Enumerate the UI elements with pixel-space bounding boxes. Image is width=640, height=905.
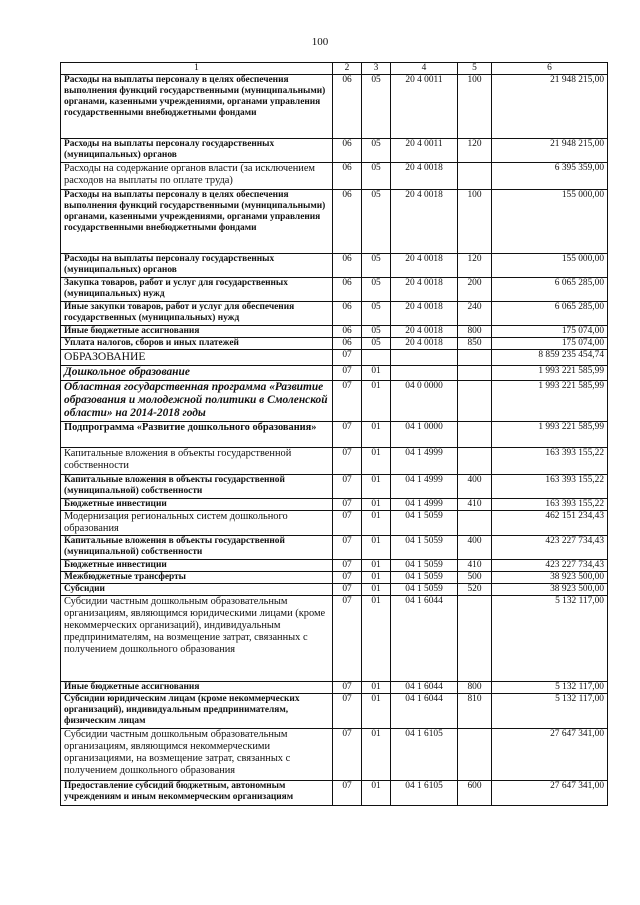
- row-expense-type: 410: [458, 499, 492, 511]
- row-expense-type: 600: [458, 781, 492, 806]
- header-col-5: 5: [458, 63, 492, 75]
- row-subsection-code: 05: [362, 278, 391, 302]
- row-target-code: 04 1 5059: [391, 584, 458, 596]
- row-expense-type: [458, 448, 492, 475]
- row-expense-type: 100: [458, 190, 492, 254]
- row-name: Субсидии частным дошкольным образовательным организациям, являющимся юридическими лицами (кроме некоммерческих организаций), индивидуальным предпринимателям, на возмещение затрат, связанных с получением дошкольного образования: [61, 596, 333, 682]
- row-expense-type: 120: [458, 254, 492, 278]
- row-name: Иные закупки товаров, работ и услуг для обеспечения государственных (муниципальных) нужд: [61, 302, 333, 326]
- row-subsection-code: 01: [362, 475, 391, 499]
- row-amount: 21 948 215,00: [492, 139, 608, 163]
- row-target-code: 20 4 0011: [391, 75, 458, 139]
- row-section-code: 07: [333, 511, 362, 536]
- row-target-code: 04 1 5059: [391, 572, 458, 584]
- row-subsection-code: 01: [362, 536, 391, 560]
- row-target-code: 04 0 0000: [391, 381, 458, 422]
- row-subsection-code: 01: [362, 366, 391, 381]
- row-section-code: 07: [333, 572, 362, 584]
- row-amount: 21 948 215,00: [492, 75, 608, 139]
- row-section-code: 06: [333, 338, 362, 350]
- row-subsection-code: 01: [362, 596, 391, 682]
- row-section-code: 07: [333, 381, 362, 422]
- header-col-4: 4: [391, 63, 458, 75]
- row-section-code: 06: [333, 163, 362, 190]
- row-section-code: 06: [333, 326, 362, 338]
- row-name: Капитальные вложения в объекты государственной собственности: [61, 448, 333, 475]
- row-amount: 1 993 221 585,99: [492, 381, 608, 422]
- row-section-code: 07: [333, 560, 362, 572]
- row-expense-type: 200: [458, 278, 492, 302]
- row-expense-type: 800: [458, 682, 492, 694]
- table-header-row: [61, 63, 608, 75]
- table-row: [61, 75, 608, 139]
- table-row: [61, 422, 608, 448]
- row-amount: 423 227 734,43: [492, 536, 608, 560]
- row-section-code: 06: [333, 139, 362, 163]
- row-amount: 462 151 234,43: [492, 511, 608, 536]
- header-col-1: 1: [61, 63, 333, 75]
- table-row: [61, 338, 608, 350]
- row-section-code: 07: [333, 682, 362, 694]
- table-row: [61, 511, 608, 536]
- row-target-code: [391, 350, 458, 366]
- table-row: [61, 139, 608, 163]
- row-target-code: 20 4 0018: [391, 302, 458, 326]
- row-amount: 8 859 235 454,74: [492, 350, 608, 366]
- row-amount: 155 000,00: [492, 254, 608, 278]
- row-name: Расходы на выплаты персоналу государственных (муниципальных) органов: [61, 254, 333, 278]
- budget-table: [60, 62, 608, 806]
- table-row: [61, 381, 608, 422]
- page-number: 100: [311, 36, 329, 48]
- row-name: Иные бюджетные ассигнования: [61, 682, 333, 694]
- row-subsection-code: 05: [362, 75, 391, 139]
- row-amount: 163 393 155,22: [492, 475, 608, 499]
- row-name: Подпрограмма «Развитие дошкольного образования»: [61, 422, 333, 448]
- row-name: Межбюджетные трансферты: [61, 572, 333, 584]
- table-row: [61, 278, 608, 302]
- row-expense-type: [458, 422, 492, 448]
- row-target-code: 04 1 0000: [391, 422, 458, 448]
- row-name: Субсидии частным дошкольным образовательным организациям, являющимся некоммерческими организациями, на возмещение затрат, связанных с получением дошкольного образования: [61, 729, 333, 781]
- table-row: [61, 254, 608, 278]
- row-target-code: 20 4 0018: [391, 326, 458, 338]
- row-name: Расходы на выплаты персоналу в целях обеспечения выполнения функций государственными (муниципальными) органами, казенными учреждениями, органами управления государственными внебюджетными фондами: [61, 75, 333, 139]
- row-section-code: 06: [333, 254, 362, 278]
- row-expense-type: [458, 381, 492, 422]
- row-target-code: 04 1 6044: [391, 596, 458, 682]
- row-target-code: 04 1 6105: [391, 729, 458, 781]
- row-name: Субсидии юридическим лицам (кроме некоммерческих организаций), индивидуальным предпринимателям, физическим лицам: [61, 694, 333, 729]
- row-expense-type: [458, 350, 492, 366]
- row-amount: 6 065 285,00: [492, 302, 608, 326]
- row-name: Иные бюджетные ассигнования: [61, 326, 333, 338]
- row-subsection-code: 01: [362, 682, 391, 694]
- row-subsection-code: 01: [362, 584, 391, 596]
- row-subsection-code: 01: [362, 694, 391, 729]
- row-section-code: 07: [333, 584, 362, 596]
- row-name: Капитальные вложения в объекты государственной (муниципальной) собственности: [61, 536, 333, 560]
- row-name: Бюджетные инвестиции: [61, 499, 333, 511]
- row-amount: 27 647 341,00: [492, 781, 608, 806]
- row-expense-type: 240: [458, 302, 492, 326]
- row-name: ОБРАЗОВАНИЕ: [61, 350, 333, 366]
- row-amount: 5 132 117,00: [492, 682, 608, 694]
- table-row: [61, 350, 608, 366]
- row-amount: 163 393 155,22: [492, 499, 608, 511]
- row-name: Закупка товаров, работ и услуг для государственных (муниципальных) нужд: [61, 278, 333, 302]
- row-section-code: 06: [333, 75, 362, 139]
- row-name: Расходы на содержание органов власти (за исключением расходов на выплаты по оплате труда): [61, 163, 333, 190]
- row-target-code: 20 4 0011: [391, 139, 458, 163]
- row-subsection-code: 05: [362, 139, 391, 163]
- row-subsection-code: 01: [362, 448, 391, 475]
- table-row: [61, 302, 608, 326]
- table-row: [61, 366, 608, 381]
- row-expense-type: 410: [458, 560, 492, 572]
- header-col-3: 3: [362, 63, 391, 75]
- row-subsection-code: 05: [362, 190, 391, 254]
- table-row: [61, 596, 608, 682]
- table-row: [61, 560, 608, 572]
- row-target-code: 04 1 6044: [391, 694, 458, 729]
- budget-table-body: [61, 63, 608, 806]
- row-amount: 175 074,00: [492, 326, 608, 338]
- row-target-code: 20 4 0018: [391, 278, 458, 302]
- row-expense-type: 120: [458, 139, 492, 163]
- row-section-code: 06: [333, 190, 362, 254]
- table-row: [61, 475, 608, 499]
- table-row: [61, 326, 608, 338]
- row-target-code: 04 1 5059: [391, 560, 458, 572]
- row-expense-type: [458, 596, 492, 682]
- table-row: [61, 448, 608, 475]
- table-row: [61, 163, 608, 190]
- row-expense-type: 800: [458, 326, 492, 338]
- row-name: Модернизация региональных систем дошкольного образования: [61, 511, 333, 536]
- table-row: [61, 694, 608, 729]
- row-expense-type: [458, 163, 492, 190]
- table-row: [61, 190, 608, 254]
- table-row: [61, 729, 608, 781]
- table-row: [61, 536, 608, 560]
- row-expense-type: 400: [458, 536, 492, 560]
- row-amount: 6 395 359,00: [492, 163, 608, 190]
- row-section-code: 07: [333, 475, 362, 499]
- row-section-code: 06: [333, 302, 362, 326]
- row-expense-type: 810: [458, 694, 492, 729]
- row-name: Областная государственная программа «Развитие образования и молодежной политики в Смоленской области» на 2014-2018 годы: [61, 381, 333, 422]
- row-expense-type: 520: [458, 584, 492, 596]
- row-section-code: 07: [333, 422, 362, 448]
- row-target-code: 20 4 0018: [391, 254, 458, 278]
- row-target-code: 04 1 5059: [391, 511, 458, 536]
- row-target-code: 04 1 4999: [391, 499, 458, 511]
- row-name: Капитальные вложения в объекты государственной (муниципальной) собственности: [61, 475, 333, 499]
- row-amount: 38 923 500,00: [492, 584, 608, 596]
- row-amount: 1 993 221 585,99: [492, 366, 608, 381]
- row-target-code: 20 4 0018: [391, 338, 458, 350]
- row-target-code: 20 4 0018: [391, 190, 458, 254]
- row-target-code: 04 1 5059: [391, 536, 458, 560]
- row-amount: 1 993 221 585,99: [492, 422, 608, 448]
- row-name: Бюджетные инвестиции: [61, 560, 333, 572]
- table-row: [61, 781, 608, 806]
- row-expense-type: 850: [458, 338, 492, 350]
- row-name: Предоставление субсидий бюджетным, автономным учреждениям и иным некоммерческим организациям: [61, 781, 333, 806]
- row-section-code: 07: [333, 729, 362, 781]
- row-name: Субсидии: [61, 584, 333, 596]
- row-subsection-code: 05: [362, 326, 391, 338]
- row-amount: 5 132 117,00: [492, 596, 608, 682]
- row-subsection-code: 01: [362, 381, 391, 422]
- row-subsection-code: 01: [362, 560, 391, 572]
- row-expense-type: 100: [458, 75, 492, 139]
- row-amount: 163 393 155,22: [492, 448, 608, 475]
- row-section-code: 07: [333, 781, 362, 806]
- header-col-6: 6: [492, 63, 608, 75]
- row-section-code: 06: [333, 278, 362, 302]
- row-expense-type: [458, 511, 492, 536]
- row-target-code: 04 1 6105: [391, 781, 458, 806]
- row-name: Расходы на выплаты персоналу государственных (муниципальных) органов: [61, 139, 333, 163]
- row-subsection-code: 01: [362, 572, 391, 584]
- table-row: [61, 584, 608, 596]
- row-name: Расходы на выплаты персоналу в целях обеспечения выполнения функций государственными (муниципальными) органами, казенными учреждениями, органами управления государственными внебюджетными фондами: [61, 190, 333, 254]
- row-amount: 27 647 341,00: [492, 729, 608, 781]
- row-subsection-code: [362, 350, 391, 366]
- row-expense-type: 500: [458, 572, 492, 584]
- row-target-code: 20 4 0018: [391, 163, 458, 190]
- row-target-code: 04 1 4999: [391, 475, 458, 499]
- row-target-code: 04 1 4999: [391, 448, 458, 475]
- row-subsection-code: 05: [362, 302, 391, 326]
- row-section-code: 07: [333, 694, 362, 729]
- row-subsection-code: 05: [362, 254, 391, 278]
- table-row: [61, 572, 608, 584]
- row-subsection-code: 01: [362, 729, 391, 781]
- row-amount: 6 065 285,00: [492, 278, 608, 302]
- row-subsection-code: 01: [362, 511, 391, 536]
- row-amount: 38 923 500,00: [492, 572, 608, 584]
- row-expense-type: [458, 366, 492, 381]
- row-amount: 175 074,00: [492, 338, 608, 350]
- row-amount: 5 132 117,00: [492, 694, 608, 729]
- header-col-2: 2: [333, 63, 362, 75]
- row-section-code: 07: [333, 366, 362, 381]
- row-amount: 423 227 734,43: [492, 560, 608, 572]
- row-expense-type: [458, 729, 492, 781]
- table-row: [61, 499, 608, 511]
- row-name: Уплата налогов, сборов и иных платежей: [61, 338, 333, 350]
- row-subsection-code: 01: [362, 499, 391, 511]
- row-subsection-code: 01: [362, 422, 391, 448]
- row-section-code: 07: [333, 448, 362, 475]
- row-subsection-code: 01: [362, 781, 391, 806]
- row-target-code: [391, 366, 458, 381]
- row-name: Дошкольное образование: [61, 366, 333, 381]
- row-target-code: 04 1 6044: [391, 682, 458, 694]
- row-expense-type: 400: [458, 475, 492, 499]
- row-section-code: 07: [333, 350, 362, 366]
- table-row: [61, 682, 608, 694]
- row-subsection-code: 05: [362, 163, 391, 190]
- row-section-code: 07: [333, 596, 362, 682]
- row-section-code: 07: [333, 499, 362, 511]
- row-subsection-code: 05: [362, 338, 391, 350]
- row-amount: 155 000,00: [492, 190, 608, 254]
- row-section-code: 07: [333, 536, 362, 560]
